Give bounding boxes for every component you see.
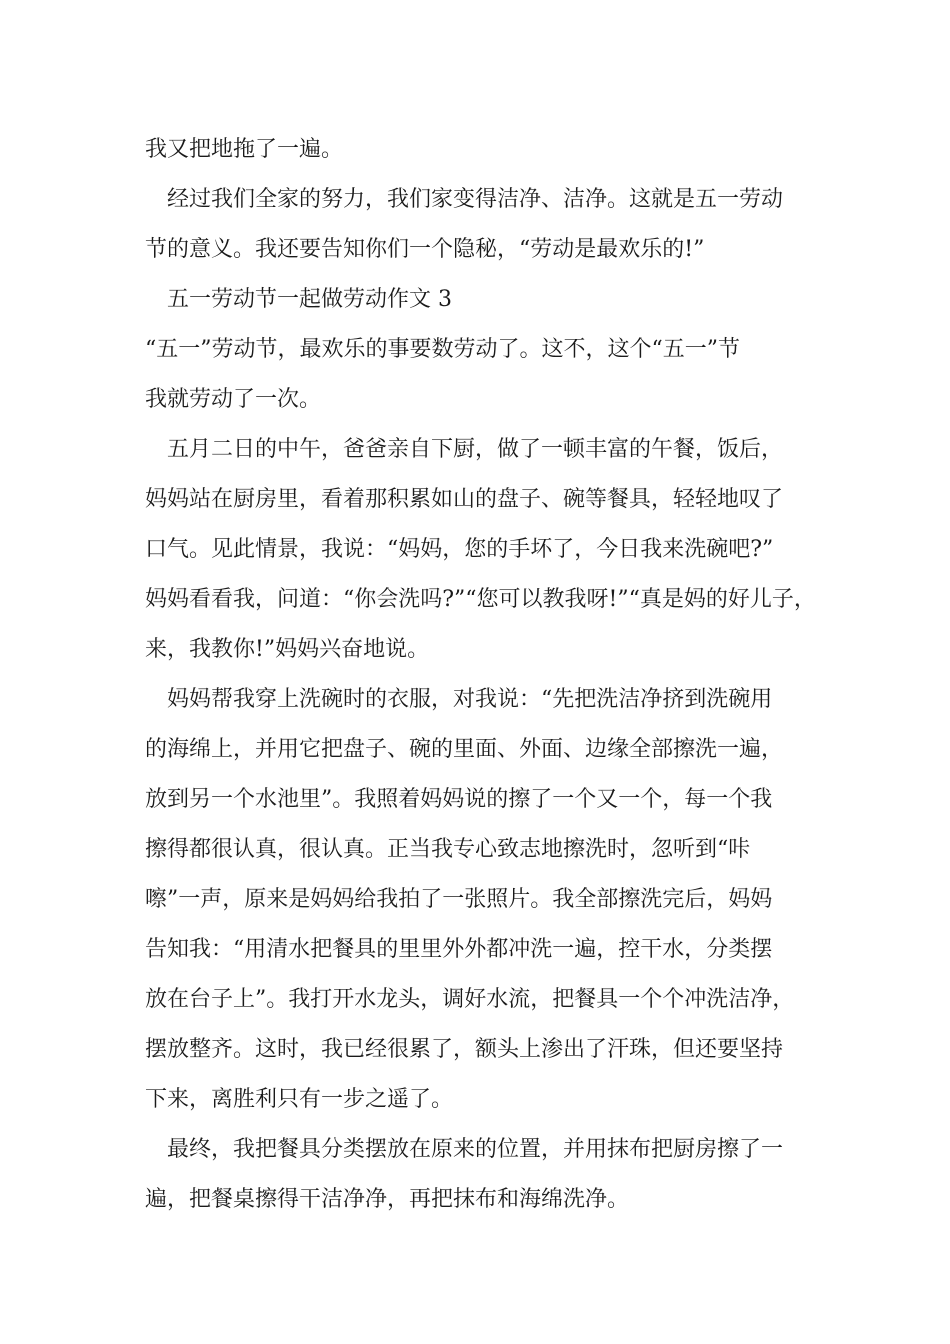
text-line: 口气。见此情景，我说：“妈妈，您的手坏了，今日我来洗碗吧?”: [145, 537, 774, 562]
text-line: 擦得都很认真，很认真。正当我专心致志地擦洗时，忽听到“咔: [145, 837, 751, 862]
paragraph-start-line: 妈妈帮我穿上洗碗时的衣服，对我说：“先把洗洁净挤到洗碗用: [167, 687, 773, 712]
text-line: 我就劳动了一次。: [145, 387, 322, 412]
text-line: 下来，离胜利只有一步之遥了。: [145, 1087, 454, 1112]
text-line: 嚓”一声，原来是妈妈给我拍了一张照片。我全部擦洗完后，妈妈: [145, 887, 773, 912]
text-line: 妈妈站在厨房里，看着那积累如山的盘子、碗等餐具，轻轻地叹了: [145, 487, 784, 512]
paragraph-start-line: 五月二日的中午，爸爸亲自下厨，做了一顿丰富的午餐，饭后，: [167, 437, 784, 462]
text-line: 告知我：“用清水把餐具的里里外外都冲洗一遍，控干水，分类摆: [145, 937, 773, 962]
paragraph-start-line: 经过我们全家的努力，我们家变得洁净、洁净。这就是五一劳动: [167, 187, 784, 212]
section-title: 五一劳动节一起做劳动作文 3: [167, 287, 452, 312]
text-line: 的海绵上，并用它把盘子、碗的里面、外面、边缘全部擦洗一遍，: [145, 737, 784, 762]
text-line: 节的意义。我还要告知你们一个隐秘，“劳动是最欢乐的!”: [145, 237, 705, 262]
paragraph-start-line: 最终，我把餐具分类摆放在原来的位置，并用抹布把厨房擦了一: [167, 1137, 784, 1162]
text-line: 我又把地拖了一遍。: [145, 137, 344, 162]
text-line: 放在台子上”。我打开水龙头，调好水流，把餐具一个个冲洗洁净，: [145, 987, 795, 1012]
text-line: 遍，把餐桌擦得干洁净净，再把抹布和海绵洗净。: [145, 1187, 630, 1212]
paragraph-start-line: “五一”劳动节，最欢乐的事要数劳动了。这不，这个“五一”节: [145, 337, 740, 362]
text-line: 放到另一个水池里”。我照着妈妈说的擦了一个又一个，每一个我: [145, 787, 773, 812]
text-line: 妈妈看看我，问道：“你会洗吗?”“您可以教我呀!”“真是妈的好儿子，: [145, 587, 816, 612]
text-line: 来，我教你!”妈妈兴奋地说。: [145, 637, 430, 662]
text-line: 摆放整齐。这时，我已经很累了，额头上渗出了汗珠，但还要坚持: [145, 1037, 784, 1062]
